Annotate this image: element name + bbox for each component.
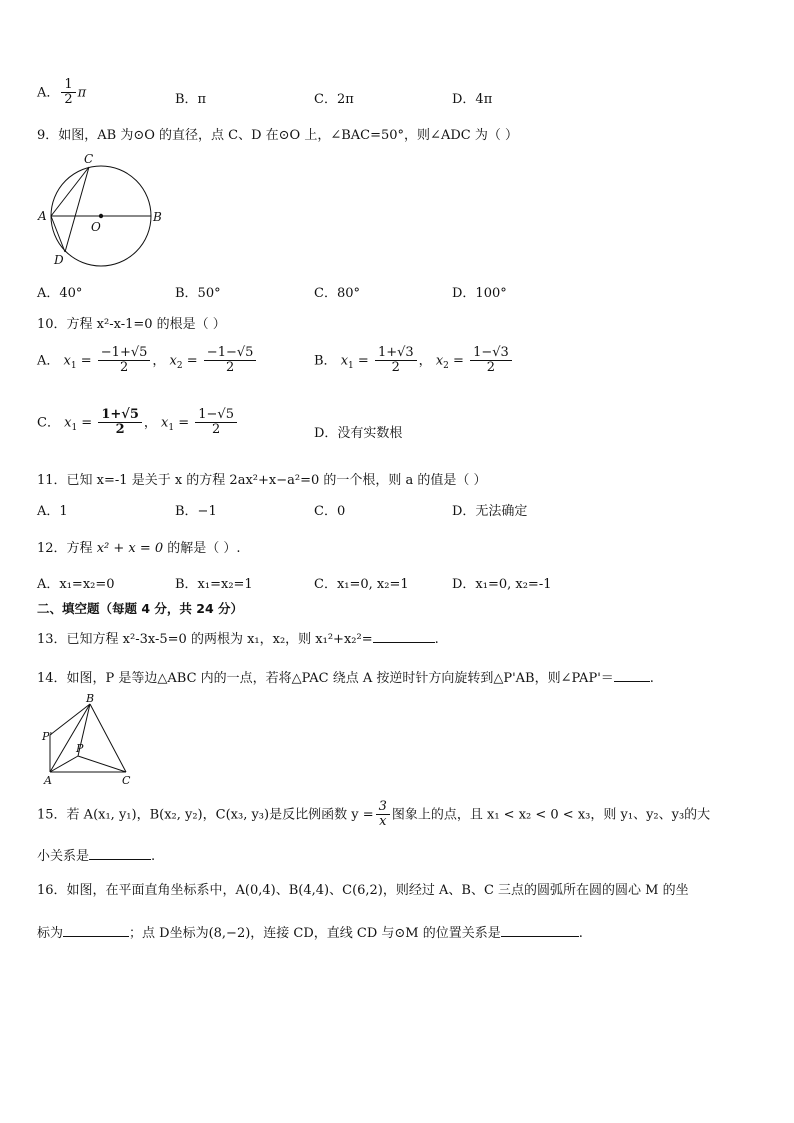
q14-triangle-figure (38, 692, 138, 787)
q10-a-root2 (204, 346, 257, 376)
q15-line2 (37, 845, 155, 864)
q8-option-c: C．2π (314, 92, 354, 107)
q14-answer-blank[interactable] (614, 669, 650, 682)
q14-label-a: A (44, 774, 52, 787)
q9-label-b: B (153, 210, 162, 224)
q12-equation: x² + x = 0 (96, 541, 164, 556)
q16-line2 (37, 922, 583, 941)
q13-answer-blank[interactable] (373, 630, 435, 643)
section-fill-in-heading: 二、填空题（每题 4 分，共 24 分） (37, 601, 244, 616)
q11-option-a: A．1 (37, 504, 68, 519)
q15-frac-num: 3 (376, 800, 390, 815)
q11-stem: 11．已知 x=-1 是关于 x 的方程 2ax²+x−a²=0 的一个根，则 a 的值是（ ） (37, 473, 487, 488)
q8-a-pi: π (77, 85, 87, 101)
q14-label-p-prime: P' (42, 730, 53, 743)
q10-b-root1 (375, 346, 417, 376)
q10-a-root1-num: −1+√5 (98, 346, 151, 361)
q10-c-root2-den: 2 (211, 422, 221, 438)
q15-text-mid: 图象上的点，且 x₁ < x₂ < 0 < x₃，则 y₁、y₂、y₃的大 (391, 807, 711, 823)
q13-stem (37, 628, 439, 647)
q10-b-root2-num: 1−√3 (470, 346, 512, 361)
q16-line2-c: . (578, 926, 583, 941)
q9-chord-cd (65, 167, 89, 252)
q9-center-dot (99, 214, 103, 218)
q8-a-fraction (61, 78, 75, 108)
q15-text-pre: 15．若 A(x₁, y₁)，B(x₂, y₂)，C(x₃, y₃)是反比例函数 y = (37, 807, 374, 823)
q9-label-o: O (91, 220, 101, 234)
q12-option-d: D．x₁=0, x₂=-1 (452, 577, 552, 592)
q9-option-d: D．100° (452, 286, 507, 301)
q13-period: . (434, 632, 439, 647)
q16-answer-blank-2[interactable] (501, 924, 579, 937)
q14-stem (37, 667, 654, 686)
q12-stem-pre: 12．方程 (37, 541, 97, 556)
q10-c-root1-den: 2 (115, 422, 125, 438)
q13-text: 13．已知方程 x²-3x-5=0 的两根为 x₁，x₂，则 x₁²+x₂²= (37, 632, 373, 647)
q16-line1: 16．如图，在平面直角坐标系中，A(0,4)、B(4,4)、C(6,2)，则经过 A、B、C 三点的圆弧所在圆的圆心 M 的坐 (37, 883, 689, 898)
q15-line2-text: 小关系是 (37, 849, 90, 864)
q10-stem: 10．方程 x²-x-1=0 的根是（ ） (37, 317, 226, 332)
q9-stem: 9．如图，AB 为⊙O 的直径，点 C、D 在⊙O 上，∠BAC=50°，则∠ADC 为（ ） (37, 128, 518, 143)
q10-option-a: A． $x_1$ = $\frac{-1+√5}{2}$ ， $x_2$ = $\frac{-1-√5}{2}$ (37, 346, 258, 376)
q10-c-root2-num: 1−√5 (195, 408, 237, 423)
q10-c-root2 (195, 408, 237, 438)
q8-a-numerator: 1 (61, 78, 75, 93)
q12-option-b: B．x₁=x₂=1 (175, 577, 253, 592)
q14-label-c: C (122, 774, 131, 787)
q10-c-label: C． (37, 415, 60, 431)
q15-line1 (37, 800, 710, 830)
q10-c-root1 (98, 408, 142, 438)
q9-chord-ad (51, 216, 65, 252)
q8-option-b: B．π (175, 92, 207, 107)
q10-a-root2-num: −1−√5 (204, 346, 257, 361)
q16-line2-b: ；点 D坐标为(8,−2)，连接 CD，直线 CD 与⊙M 的位置关系是 (129, 926, 501, 941)
q8-option-a (37, 78, 86, 108)
q15-answer-blank[interactable] (89, 847, 151, 860)
q14-label-p: P (76, 742, 84, 755)
q14-label-b: B (86, 692, 95, 705)
q9-label-a: A (38, 209, 47, 223)
q9-label-c: C (84, 152, 94, 166)
q12-option-a: A．x₁=x₂=0 (37, 577, 115, 592)
q10-option-d: D．没有实数根 (314, 426, 403, 441)
q8-option-d: D．4π (452, 92, 493, 107)
q16-answer-blank-1[interactable] (63, 924, 129, 937)
q10-c-root1-num: 1+√5 (98, 408, 142, 423)
q11-option-c: C．0 (314, 504, 346, 519)
q9-option-a: A．40° (37, 286, 83, 301)
q15-frac-den: x (379, 814, 387, 830)
q10-b-label: B． (314, 353, 337, 369)
q10-option-c: C． $x_1$ = $\frac{1+√5}{2}$ ， $x_1$ = $\frac{1-√5}{2}$ (37, 408, 239, 438)
q14-text: 14．如图，P 是等边△ABC 内的一点，若将△PAC 绕点 A 按逆时针方向旋转到△P'AB，则∠PAP'＝ (37, 671, 614, 686)
q12-stem-post: 的解是（ ）. (163, 541, 241, 556)
q10-b-root2-den: 2 (486, 360, 496, 376)
q8-a-denominator: 2 (64, 92, 73, 108)
q15-period: . (151, 849, 156, 864)
q9-option-b: B．50° (175, 286, 221, 301)
q14-side-ab (50, 704, 90, 772)
q10-a-root2-den: 2 (225, 360, 235, 376)
q12-option-c: C．x₁=0, x₂=1 (314, 577, 409, 592)
q10-b-root2 (470, 346, 512, 376)
q8-a-label: A． (37, 85, 60, 101)
q9-option-c: C．80° (314, 286, 360, 301)
q14-period: . (649, 671, 654, 686)
q15-fraction (376, 800, 390, 830)
q10-option-b: B． $x_1$ = $\frac{1+√3}{2}$ ， $x_2$ = $\frac{1-√3}{2}$ (314, 346, 514, 376)
q10-b-root1-den: 2 (391, 360, 400, 376)
q10-a-root1-den: 2 (119, 360, 129, 376)
q9-circle-figure (36, 148, 166, 270)
q9-label-d: D (54, 253, 64, 267)
q9-chord-ac (51, 167, 89, 216)
q10-a-label: A． (37, 353, 60, 369)
q16-line2-a: 标为 (37, 926, 64, 941)
q12-stem (37, 537, 241, 556)
q10-a-root1 (98, 346, 151, 376)
q11-option-b: B．−1 (175, 504, 217, 519)
q11-option-d: D．无法确定 (452, 504, 528, 519)
q10-b-root1-num: 1+√3 (375, 346, 417, 361)
